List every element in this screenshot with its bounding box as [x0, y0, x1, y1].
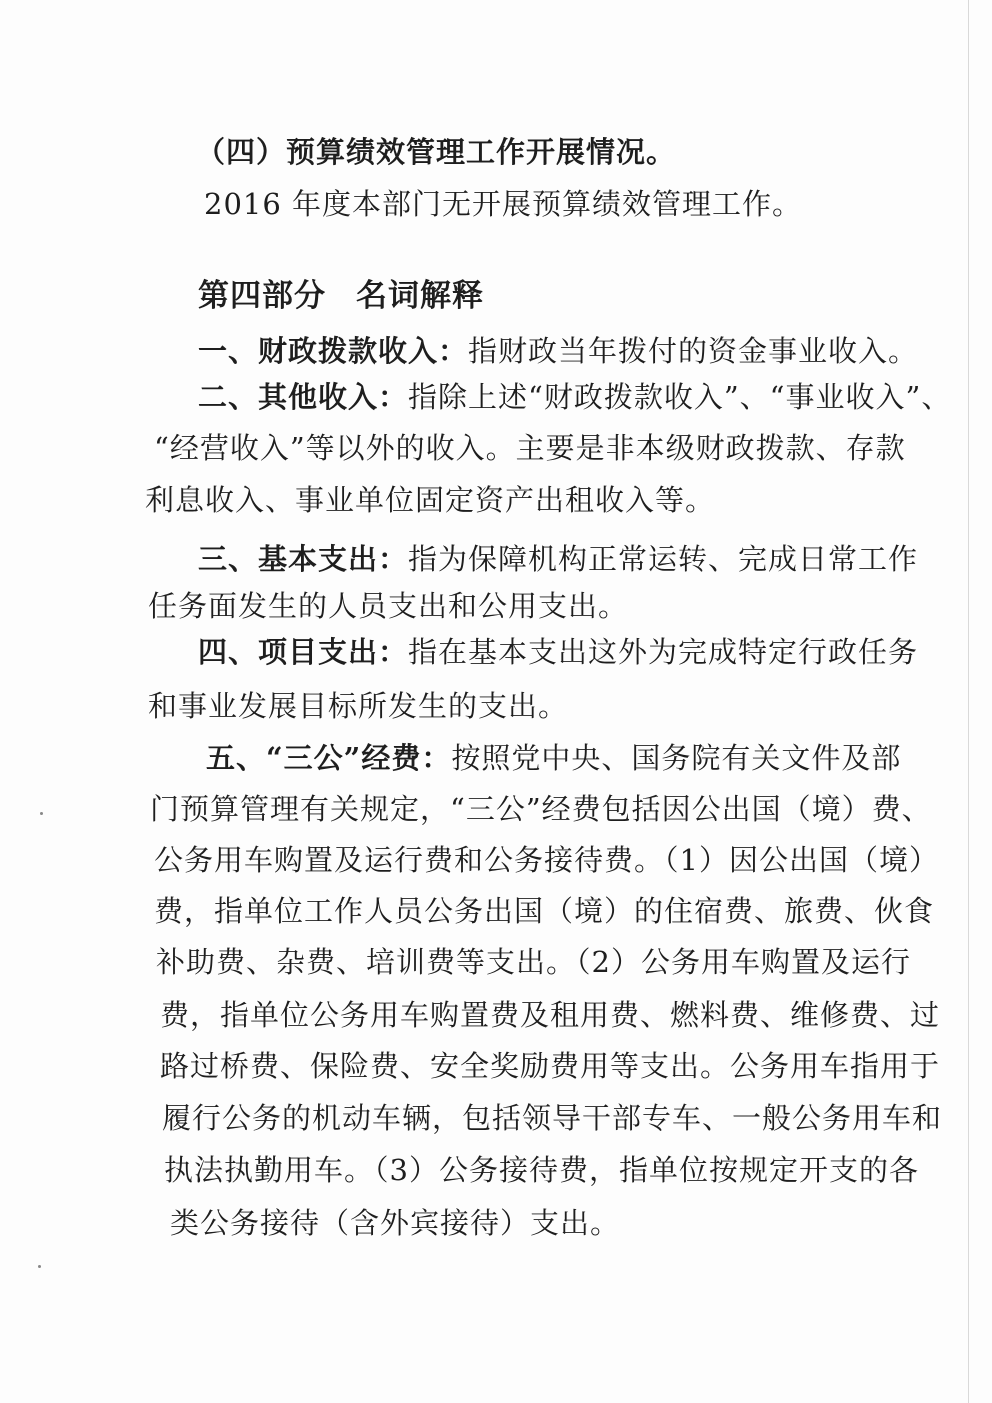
- term-label: 一、财政拨款收入：: [198, 334, 469, 368]
- scan-edge-line: [968, 0, 969, 1403]
- term-paragraph-line: 路过桥费、保险费、安全奖励费用等支出。公务用车指用于: [160, 1049, 941, 1083]
- term-paragraph-line: [198, 379, 951, 415]
- scan-speck: [40, 812, 43, 815]
- term-paragraph-line: 门预算管理有关规定，“三公”经费包括因公出国（境）费、: [150, 792, 932, 826]
- term-text: 按照党中央、国务院有关文件及部: [451, 741, 902, 775]
- part-label: 第四部分: [198, 278, 326, 314]
- term-text: 指财政当年拨付的资金事业收入。: [468, 334, 919, 368]
- term-paragraph-line: [198, 634, 918, 670]
- subsection-text: 2016 年度本部门无开展预算绩效管理工作。: [204, 187, 803, 221]
- term-paragraph-line: “经营收入”等以外的收入。主要是非本级财政拨款、存款: [154, 431, 906, 465]
- part-title: 名词解释: [356, 278, 484, 314]
- term-paragraph-line: [198, 541, 918, 577]
- term-label: 二、其他收入：: [198, 380, 409, 414]
- term-paragraph-line: 执法执勤用车。（3）公务接待费，指单位按规定开支的各: [164, 1153, 919, 1187]
- term-paragraph-line: 利息收入、事业单位固定资产出租收入等。: [145, 483, 716, 517]
- term-paragraph-line: [198, 333, 918, 369]
- term-paragraph-line: 类公务接待（含外宾接待）支出。: [170, 1206, 621, 1240]
- term-paragraph-line: 任务面发生的人员支出和公用支出。: [148, 589, 629, 623]
- term-label: 三、基本支出：: [198, 542, 409, 576]
- term-paragraph-line: [206, 740, 901, 776]
- term-paragraph-line: 履行公务的机动车辆，包括领导干部专车、一般公务用车和: [162, 1101, 943, 1135]
- term-text: 指除上述“财政拨款收入”、“事业收入”、: [408, 380, 952, 414]
- term-paragraph-line: 费，指单位公务用车购置费及租用费、燃料费、维修费、过: [160, 998, 941, 1032]
- term-label: 四、项目支出：: [198, 635, 409, 669]
- subsection-heading: （四）预算绩效管理工作开展情况。: [196, 135, 677, 169]
- scan-speck: [38, 1265, 41, 1268]
- term-paragraph-line: 公务用车购置及运行费和公务接待费。（1）因公出国（境）: [154, 843, 939, 877]
- term-label: 五、“三公”经费：: [206, 741, 452, 775]
- part-heading: [198, 278, 484, 314]
- term-paragraph-line: 补助费、杂费、培训费等支出。（2）公务用车购置及运行: [156, 945, 911, 979]
- term-text: 指在基本支出这外为完成特定行政任务: [408, 635, 919, 669]
- term-paragraph-line: 费，指单位工作人员公务出国（境）的住宿费、旅费、伙食: [154, 894, 935, 928]
- term-paragraph-line: 和事业发展目标所发生的支出。: [148, 689, 569, 723]
- term-text: 指为保障机构正常运转、完成日常工作: [408, 542, 919, 576]
